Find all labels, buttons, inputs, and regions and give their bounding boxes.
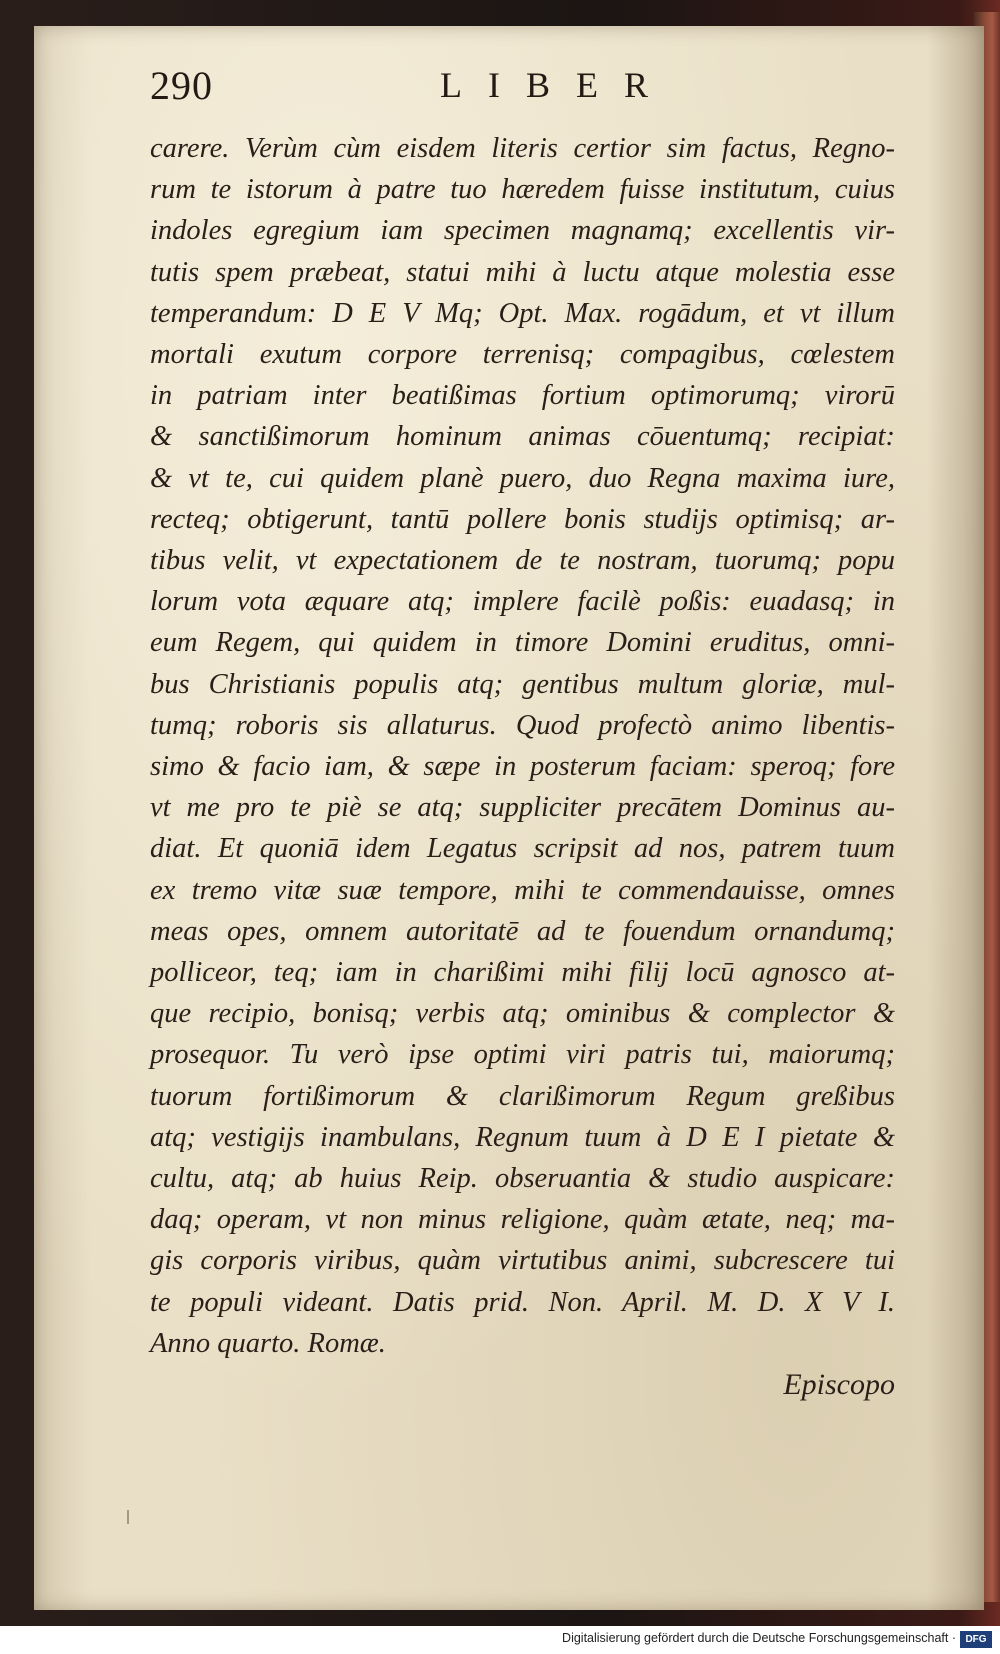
text-line: eum Regem, qui quidem in timore Domini eruditus, omni-	[150, 627, 895, 659]
dfg-logo: DFG	[960, 1631, 992, 1648]
text-line: tibus velit, vt expectationem de te nostram, tuorumq; popu	[150, 545, 895, 577]
page-number: 290	[150, 63, 213, 108]
text-line: & vt te, cui quidem planè puero, duo Regna maxima iure,	[150, 462, 895, 494]
text-line: tumq; roboris sis allaturus. Quod profectò animo libentis-	[150, 709, 895, 741]
running-head: LIBER	[440, 65, 674, 105]
page-header	[150, 62, 710, 122]
text-line: lorum vota æquare atq; implere facilè poßis: euadasq; in	[150, 586, 895, 618]
text-line: & sanctißimorum hominum animas cōuentumq; recipiat:	[150, 421, 895, 453]
footer-credit: Digitalisierung gefördert durch die Deutsche Forschungsgemeinschaft ·	[562, 1631, 956, 1645]
text-line: te populi videant. Datis prid. Non. April. M. D. X V I.	[150, 1286, 895, 1318]
text-line: simo & facio iam, & sæpe in posterum faciam: speroq; fore	[150, 751, 895, 783]
text-line: temperandum: D E V Mq; Opt. Max. rogādum, et vt illum	[150, 297, 895, 329]
text-line: diat. Et quoniā idem Legatus scripsit ad nos, patrem tuum	[150, 833, 895, 865]
text-line: mortali exutum corpore terrenisq; compagibus, cœlestem	[150, 339, 895, 371]
text-line: daq; operam, vt non minus religione, quàm ætate, neq; ma-	[150, 1204, 895, 1236]
text-line: carere. Verùm cùm eisdem literis certior sim factus, Regno-	[150, 133, 895, 164]
text-line: polliceor, teq; iam in charißimi mihi filij locū agnosco at-	[150, 957, 895, 989]
text-line: que recipio, bonisq; verbis atq; ominibus & complector &	[150, 998, 895, 1030]
body-text	[150, 128, 895, 1364]
text-line: atq; vestigijs inambulans, Regnum tuum à D E I pietate &	[150, 1121, 895, 1153]
text-line: prosequor. Tu verò ipse optimi viri patris tui, maiorumq;	[150, 1039, 895, 1071]
text-line: vt me pro te piè se atq; suppliciter precātem Dominus au-	[150, 792, 895, 824]
catchword: Episcopo	[783, 1368, 895, 1401]
text-line: cultu, atq; ab huius Reip. obseruantia & studio auspicare:	[150, 1163, 895, 1195]
text-line: tutis spem præbeat, statui mihi à luctu atque molestia esse	[150, 256, 895, 288]
text-line: ex tremo vitæ suæ tempore, mihi te commendauisse, omnes	[150, 874, 895, 906]
text-line: in patriam inter beatißimas fortium optimorumq; virorū	[150, 380, 895, 412]
digitization-footer	[0, 1626, 1000, 1654]
text-line: indoles egregium iam specimen magnamq; excellentis vir-	[150, 215, 895, 247]
text-line: meas opes, omnem autoritatē ad te fouendum ornandumq;	[150, 915, 895, 947]
text-line: gis corporis viribus, quàm virtutibus animi, subcrescere tui	[150, 1245, 895, 1277]
text-line: bus Christianis populis atq; gentibus multum gloriæ, mul-	[150, 668, 895, 700]
page-speck	[127, 1510, 129, 1524]
text-line: recteq; obtigerunt, tantū pollere bonis studijs optimisq; ar-	[150, 503, 895, 535]
text-line: Anno quarto. Romæ.	[150, 1327, 386, 1359]
text-line: tuorum fortißimorum & clarißimorum Regum greßibus	[150, 1080, 895, 1112]
text-line: rum te istorum à patre tuo hæredem fuisse institutum, cuius	[150, 174, 895, 206]
